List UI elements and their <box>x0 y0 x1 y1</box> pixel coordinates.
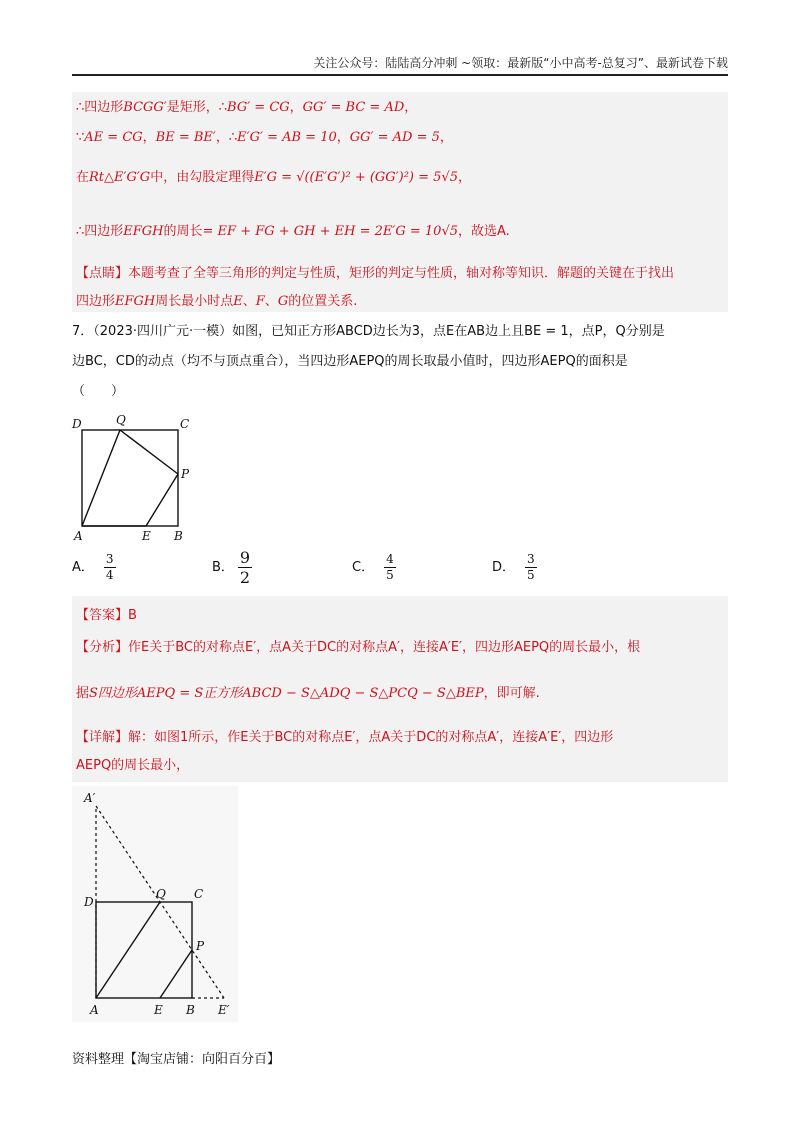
math: GG′ = AD = 5 <box>349 130 440 145</box>
label-p: P <box>196 939 205 953</box>
solution-line-2 <box>76 126 453 145</box>
answer-label: 【答案】B <box>76 608 137 623</box>
text: 据 <box>76 686 90 701</box>
numerator: 3 <box>527 552 535 566</box>
label-a: A <box>74 529 83 543</box>
math: BG′ = CG <box>227 100 290 115</box>
numerator: 9 <box>239 548 251 567</box>
text: ， <box>289 100 303 115</box>
text: ∵ <box>76 130 85 145</box>
label-a: A <box>90 1003 99 1017</box>
fraction <box>104 552 116 583</box>
option-letter: D． <box>492 560 516 575</box>
detail-line-2: AEPQ的周长最小， <box>76 758 190 773</box>
text: 四边形 <box>76 294 116 309</box>
text: 、 <box>242 294 256 309</box>
label-e: E <box>142 529 151 543</box>
reflection-figure <box>72 786 238 1022</box>
solution-line-3 <box>76 166 471 185</box>
text: ∴四边形 <box>76 100 124 115</box>
square-figure-1 <box>70 410 200 545</box>
math: AE = CG <box>84 130 143 145</box>
text: ， <box>404 100 418 115</box>
math: BE = BE′ <box>155 130 216 145</box>
label-a-prime: A′ <box>84 791 96 805</box>
math: E <box>233 294 243 309</box>
text: ， <box>142 130 156 145</box>
label-p: P <box>181 467 190 481</box>
text: ，故选A. <box>458 224 510 239</box>
label-q: Q <box>156 887 166 901</box>
option-letter: B． <box>212 560 234 575</box>
math: F <box>255 294 265 309</box>
text: 周长最小时点 <box>155 294 234 309</box>
text: 【点睛】本题考查了全等三角形的判定与性质，矩形的判定与性质，轴对称等知识．解题的关键在于找出 <box>76 266 675 281</box>
question-line-3: （ ） <box>72 384 125 399</box>
math: E′G′ = AB = 10 <box>237 130 337 145</box>
label-c: C <box>194 887 204 901</box>
numerator: 4 <box>386 552 394 566</box>
question-line-1: 7．（2023·四川广元·一模）如图，已知正方形ABCD边长为3，点E在AB边上且BE = 1，点P，Q分别是 <box>72 324 665 339</box>
fraction <box>238 548 252 587</box>
option-d[interactable] <box>492 552 537 583</box>
answer-block <box>72 596 728 782</box>
denominator: 5 <box>386 568 394 582</box>
analysis-line-1: 【分析】作E关于BC的对称点E′，点A关于DC的对称点A′，连接A′E′，四边形AEPQ的周长最小，根 <box>76 640 641 655</box>
option-b[interactable] <box>212 548 252 587</box>
solution-line-4 <box>76 220 510 239</box>
text: 在 <box>76 170 90 185</box>
text: ，∴ <box>215 130 238 145</box>
fraction <box>525 552 537 583</box>
text: ， <box>457 170 471 185</box>
label-e-prime: E′ <box>218 1003 230 1017</box>
text: 中，由勾股定理得 <box>150 170 255 185</box>
text: ， <box>439 130 453 145</box>
page-footer: 资料整理【淘宝店铺：向阳百分百】 <box>72 1052 281 1067</box>
text: 是矩形，∴ <box>166 100 228 115</box>
page-header <box>72 52 728 76</box>
text: ∴四边形 <box>76 224 124 239</box>
text: 的位置关系. <box>288 294 358 309</box>
math: Rt△E′G′G <box>89 170 151 185</box>
math: EFGH <box>115 294 156 309</box>
option-letter: C． <box>352 560 375 575</box>
text: 的周长 <box>163 224 203 239</box>
question-7 <box>72 320 728 400</box>
math: E′G = √((E′G′)² + (GG′)²) = 5√5 <box>254 170 458 185</box>
header-text: 关注公众号：陆陆高分冲刺 ~领取：最新版“小中高考-总复习”、最新试卷下载 <box>313 56 728 70</box>
square-abcd <box>82 430 178 526</box>
math: GG′ = BC = AD <box>302 100 405 115</box>
solution-line-1 <box>76 96 417 115</box>
text: 、 <box>264 294 278 309</box>
question-line-2: 边BC，CD的动点（均不与顶点重合），当四边形AEPQ的周长取最小值时，四边形AEPQ的面积是 <box>72 354 628 369</box>
label-e: E <box>154 1003 163 1017</box>
label-b: B <box>174 529 183 543</box>
label-d: D <box>84 895 94 909</box>
quad-aepq <box>82 430 178 526</box>
math: BCGG′ <box>123 100 167 115</box>
label-d: D <box>72 417 82 431</box>
text: ， <box>336 130 350 145</box>
math: EFGH <box>123 224 164 239</box>
fraction <box>384 552 396 583</box>
analysis-line-2 <box>76 682 540 701</box>
detail-line-1: 【详解】解：如图1所示，作E关于BC的对称点E′，点A关于DC的对称点A′，连接A′E′，四边形 <box>76 730 614 745</box>
numerator: 3 <box>105 552 114 566</box>
comment-line-2 <box>76 290 357 309</box>
text: ，即可解. <box>483 686 540 701</box>
option-c[interactable] <box>352 552 396 583</box>
label-b: B <box>186 1003 195 1017</box>
denominator: 2 <box>239 568 251 587</box>
label-c: C <box>180 417 190 431</box>
option-a[interactable] <box>72 552 116 583</box>
option-letter: A． <box>72 560 94 575</box>
math: S四边形AEPQ = S正方形ABCD − S△ADQ − S△PCQ − S△BEP <box>89 686 484 701</box>
denominator: 5 <box>527 568 535 582</box>
label-q: Q <box>116 413 126 427</box>
comment-line-1 <box>76 262 674 281</box>
math: G <box>277 294 289 309</box>
prev-solution-block <box>72 92 728 312</box>
math: = EF + FG + GH + EH = 2E′G = 10√5 <box>202 224 458 239</box>
denominator: 4 <box>105 568 114 582</box>
